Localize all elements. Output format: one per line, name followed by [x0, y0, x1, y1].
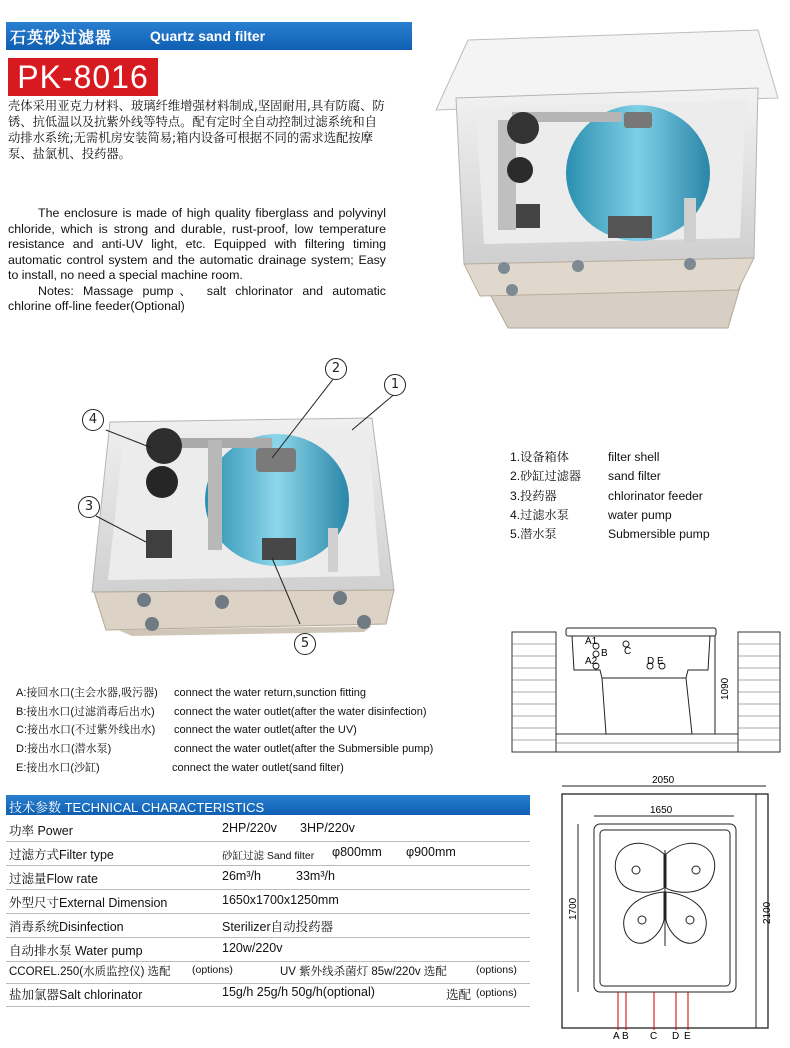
dim-outer-height: 2100 — [762, 901, 773, 924]
dim-inner-width: 1650 — [650, 805, 673, 816]
tech-title: 技术参数 TECHNICAL CHARACTERISTICS — [9, 800, 265, 815]
inlet-list — [16, 684, 433, 778]
inlet-item: D:接出水口(潜水泵) connect the water outlet(after the Submersible pump) — [16, 743, 434, 756]
inlet-item: E:接出水口(沙缸) connect the water outlet(sand filter) — [16, 761, 344, 774]
callout-4: 4 — [82, 409, 104, 431]
dim-inner-height: 1700 — [568, 897, 579, 920]
port-c: C — [650, 1031, 658, 1042]
inlet-item: A:接回水口(主会水器,吸污器) connect the water return,sunction fitting — [16, 687, 366, 699]
callout-3: 3 — [78, 496, 100, 518]
legend-item: 5.潜水泵 Submersible pump — [510, 527, 710, 542]
tech-row-filter-type: 过滤方式Filter type 砂缸过滤 Sand filter φ800mm φ900mm — [6, 842, 530, 866]
port-d: D — [672, 1031, 680, 1042]
legend-item: 2.砂缸过滤器 sand filter — [510, 469, 661, 484]
label-a2: A2 — [585, 656, 598, 667]
side-section-drawing — [510, 622, 782, 762]
legend-item: 1.设备箱体 filter shell — [510, 450, 660, 464]
label-c: C — [624, 646, 632, 657]
port-b: B — [622, 1031, 629, 1042]
callout-5: 5 — [294, 633, 316, 655]
tech-row-salt: 盐加氯器Salt chlorinator 15g/h 25g/h 50g/h(optional) 选配 (options) — [6, 982, 530, 1007]
header-title-en: Quartz sand filter — [150, 28, 266, 44]
tech-row-power: 功率 Power 2HP/220v 3HP/220v — [6, 818, 530, 842]
inlet-item: B:接出水口(过滤消毒后出水) connect the water outlet(after the water disinfection) — [16, 705, 427, 718]
dim-height: 1090 — [720, 677, 731, 700]
tech-row-dimension: 外型尺寸External Dimension 1650x1700x1250mm — [6, 890, 530, 914]
port-e: E — [684, 1031, 691, 1042]
legend-item: 3.投药器 chlorinator feeder — [510, 488, 703, 503]
product-photo-callouts — [72, 360, 412, 660]
tech-row-pump: 自动排水泵 Water pump 120w/220v — [6, 938, 530, 962]
description-en-text: The enclosure is made of high quality fiberglass and polyvinyl chloride, which is strong and durable, rust-proof, low temperature resistance and anti-UV light, etc. Equipped with filtering timing automatic control system and the automatic drainage system; Easy to install, no need a special machine room. — [8, 206, 386, 282]
label-a1: A1 — [585, 636, 598, 647]
notes-text: Notes: Massage pump、 salt chlorinator and automatic chlorine off-line feeder(Optional) — [8, 283, 386, 313]
callout-1: 1 — [384, 374, 406, 396]
product-photo-open-lid — [428, 28, 783, 333]
tech-row-ccorel: CCOREL.250(水质监控仪) 选配 (options) UV 紫外线杀菌灯 85w/220v 选配 (options) — [6, 960, 530, 984]
top-view-drawing — [556, 770, 782, 1042]
label-de: D E — [647, 656, 664, 667]
dim-outer-width: 2050 — [652, 775, 675, 786]
description-en — [8, 206, 386, 315]
inlet-item: C:接出水口(不过紫外线出水) connect the water outlet(after the UV) — [16, 724, 357, 737]
description-cn: 壳体采用亚克力材料、玻璃纤维增强材料制成,坚固耐用,具有防腐、防锈、抗低温以及抗紫外线等特点。配有定时全自动控制过滤系统和自动排水系统;无需机房安装简易;箱内设备可根据不同的需求选配按摩泵、盐氯机、投药器。 — [8, 99, 385, 161]
model-badge: PK-8016 — [8, 58, 158, 96]
tech-row-flow: 过滤量Flow rate 26m³/h 33m³/h — [6, 866, 530, 890]
legend-item: 4.过滤水泵 water pump — [510, 507, 672, 522]
label-b: B — [601, 648, 608, 659]
port-a: A — [613, 1031, 620, 1042]
tech-row-disinfection: 消毒系统Disinfection Sterilizer自动投药器 — [6, 914, 530, 938]
callout-2: 2 — [325, 358, 347, 380]
header-title-cn: 石英砂过滤器 — [10, 28, 113, 47]
component-legend — [510, 448, 710, 544]
